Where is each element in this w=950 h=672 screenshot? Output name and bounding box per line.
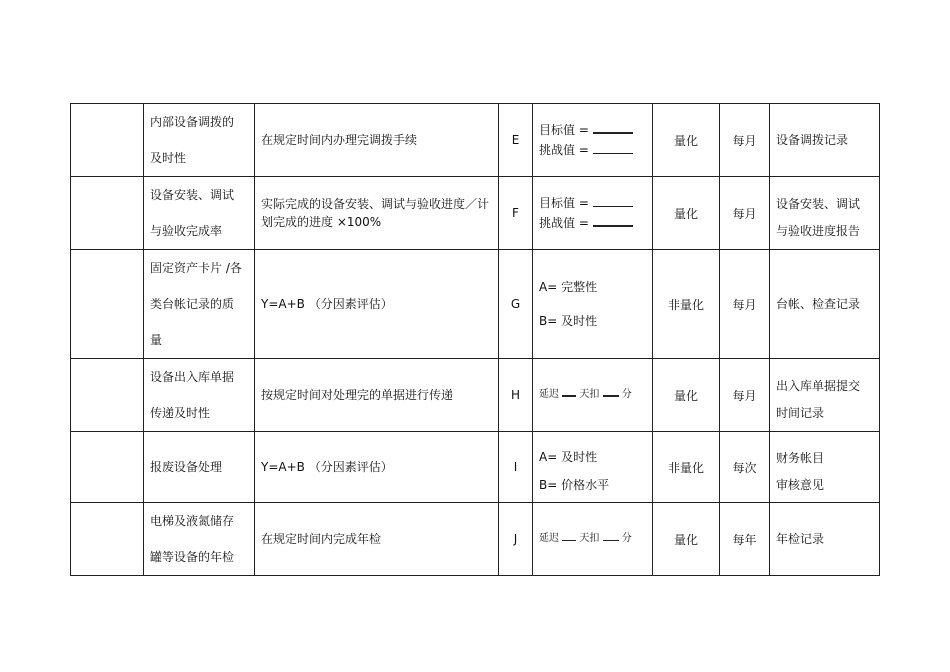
indicator-code: J xyxy=(499,503,533,576)
data-source: 设备安装、调试 与验收进度报告 xyxy=(770,177,880,250)
blank-cell xyxy=(71,359,144,432)
indicator-code: E xyxy=(499,104,533,177)
standard: 延迟 天扣 分 xyxy=(533,359,653,432)
indicator-type: 量化 xyxy=(653,359,720,432)
fill-blank xyxy=(562,385,576,397)
calc-method: 在规定时间内办理完调拨手续 xyxy=(255,104,499,177)
indicator-type: 量化 xyxy=(653,104,720,177)
blank-cell xyxy=(71,104,144,177)
table-row xyxy=(71,359,880,432)
calc-method: 按规定时间对处理完的单据进行传递 xyxy=(255,359,499,432)
kpi-table xyxy=(70,103,880,576)
blank-cell xyxy=(71,250,144,359)
indicator-type: 量化 xyxy=(653,503,720,576)
indicator-type: 非量化 xyxy=(653,432,720,503)
frequency: 每年 xyxy=(720,503,770,576)
calc-method: Y=A+B （分因素评估） xyxy=(255,432,499,503)
standard: 延迟 天扣 分 xyxy=(533,503,653,576)
fill-blank xyxy=(593,122,633,134)
fill-blank xyxy=(603,530,619,541)
data-source: 年检记录 xyxy=(770,503,880,576)
blank-cell xyxy=(71,432,144,503)
table-row xyxy=(71,432,880,503)
fill-blank xyxy=(593,196,633,207)
indicator-code: F xyxy=(499,177,533,250)
indicator-type: 非量化 xyxy=(653,250,720,359)
table-row xyxy=(71,503,880,576)
frequency: 每次 xyxy=(720,432,770,503)
indicator-type: 量化 xyxy=(653,177,720,250)
indicator-code: I xyxy=(499,432,533,503)
fill-blank xyxy=(603,385,619,397)
indicator-name: 设备出入库单据 传递及时性 xyxy=(144,359,255,432)
fill-blank xyxy=(593,215,633,227)
standard: A= 完整性 B= 及时性 xyxy=(533,250,653,359)
table-row xyxy=(71,250,880,359)
data-source: 财务帐目 审核意见 xyxy=(770,432,880,503)
blank-cell xyxy=(71,177,144,250)
frequency: 每月 xyxy=(720,177,770,250)
data-source: 设备调拨记录 xyxy=(770,104,880,177)
frequency: 每月 xyxy=(720,359,770,432)
indicator-code: H xyxy=(499,359,533,432)
indicator-name: 报废设备处理 xyxy=(144,432,255,503)
frequency: 每月 xyxy=(720,104,770,177)
indicator-name: 设备安装、调试 与验收完成率 xyxy=(144,177,255,250)
indicator-name: 内部设备调拨的 及时性 xyxy=(144,104,255,177)
frequency: 每月 xyxy=(720,250,770,359)
blank-cell xyxy=(71,503,144,576)
indicator-code: G xyxy=(499,250,533,359)
table-row xyxy=(71,104,880,177)
indicator-name: 电梯及液氮储存 罐等设备的年检 xyxy=(144,503,255,576)
calc-method: 实际完成的设备安装、调试与验收进度／计划完成的进度 ×100% xyxy=(255,177,499,250)
data-source: 台帐、检查记录 xyxy=(770,250,880,359)
table-row xyxy=(71,177,880,250)
fill-blank xyxy=(593,143,633,154)
fill-blank xyxy=(562,530,576,541)
indicator-name: 固定资产卡片 /各 类台帐记录的质 量 xyxy=(144,250,255,359)
calc-method: Y=A+B （分因素评估） xyxy=(255,250,499,359)
calc-method: 在规定时间内完成年检 xyxy=(255,503,499,576)
data-source: 出入库单据提交 时间记录 xyxy=(770,359,880,432)
standard: 目标值 = 挑战值 = xyxy=(533,104,653,177)
standard: A= 及时性 B= 价格水平 xyxy=(533,432,653,503)
standard: 目标值 = 挑战值 = xyxy=(533,177,653,250)
